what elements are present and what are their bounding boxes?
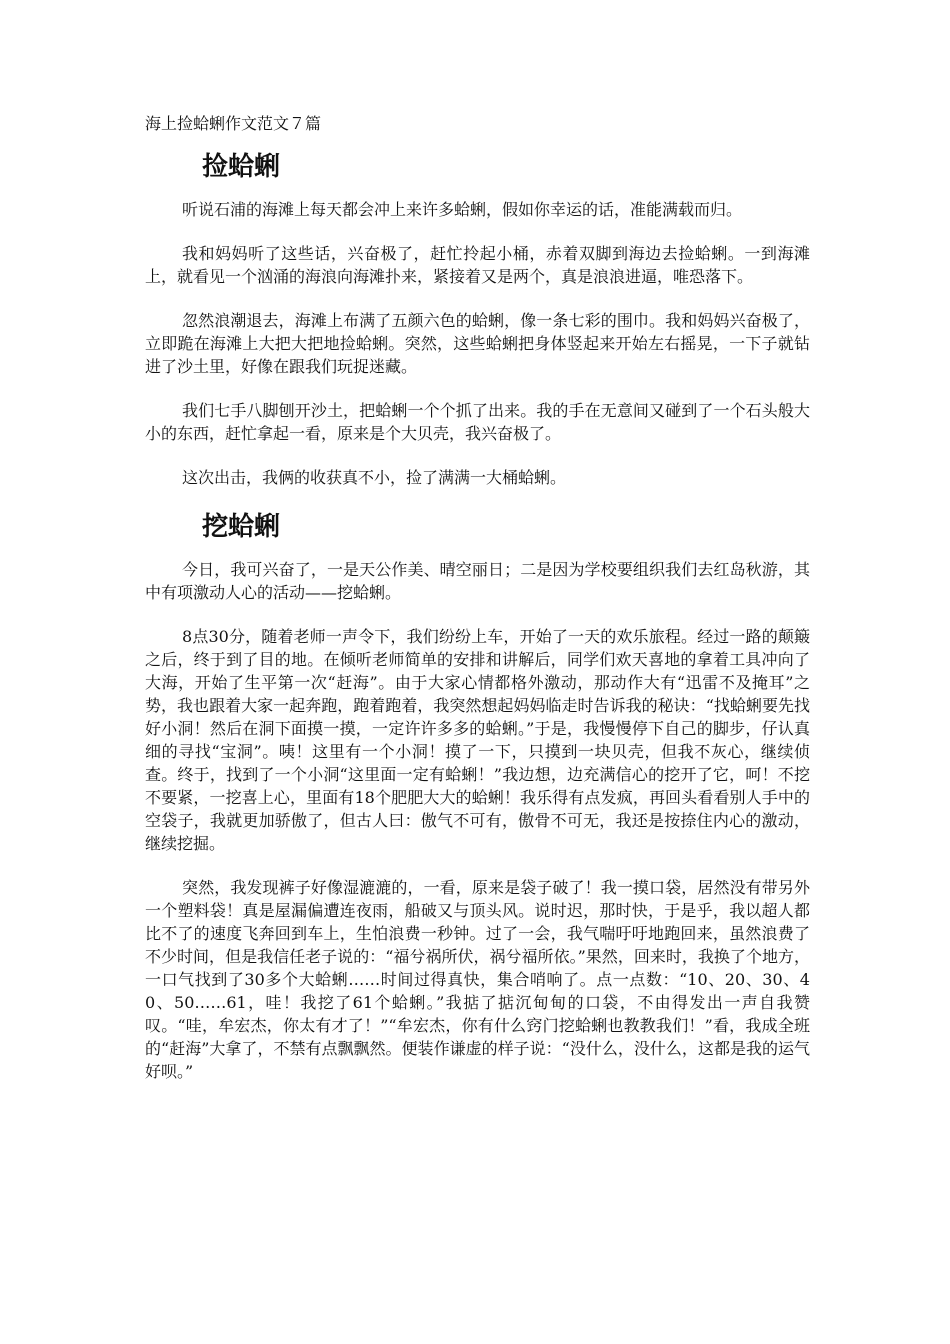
paragraph: 我们七手八脚刨开沙土，把蛤蜊一个个抓了出来。我的手在无意间又碰到了一个石头般大小的东西，赶忙拿起一看，原来是个大贝壳，我兴奋极了。 — [145, 401, 810, 443]
paragraph: 今日，我可兴奋了，一是天公作美、晴空丽日；二是因为学校要组织我们去红岛秋游，其中有项激动人心的活动——挖蛤蜊。 — [145, 560, 810, 602]
paragraph: 这次出击，我俩的收获真不小，捡了满满一大桶蛤蜊。 — [182, 468, 567, 487]
document-title: 海上捡蛤蜊作文范文７篇 — [145, 114, 322, 133]
section-1 — [145, 150, 810, 489]
section-2 — [145, 510, 810, 1083]
section-heading: 挖蛤蜊 — [202, 512, 281, 542]
paragraph: 听说石浦的海滩上每天都会冲上来许多蛤蜊，假如你幸运的话，准能满载而归。 — [182, 200, 743, 219]
paragraph: 突然，我发现裤子好像湿漉漉的，一看，原来是袋子破了！我一摸口袋，居然没有带另外一个塑料袋！真是屋漏偏遭连夜雨，船破又与顶头风。说时迟，那时快，于是乎，我以超人都比不了的速度飞奔回到车上，生怕浪费一秒钟。过了一会，我气喘吁吁地跑回来，虽然浪费了不少时间，但是我信任老子说的：“福兮祸所伏，祸兮福所依。”果然，回来时，我换了个地方，一口气找到了30多个大蛤蜊……时间过得真快，集合哨响了。点一点数：“10、20、30、40、50……61，哇！我挖了61个蛤蜊。”我掂了掂沉甸甸的口袋，不由得发出一声自我赞叹。“哇，牟宏杰，你太有才了！”“牟宏杰，你有什么窍门挖蛤蜊也教教我们！”看，我成全班的“赶海”大拿了，不禁有点飘飘然。便装作谦虚的样子说：“没什么，没什么，这都是我的运气好呗。” — [145, 878, 810, 1081]
paragraph: 忽然浪潮退去，海滩上布满了五颜六色的蛤蜊，像一条七彩的围巾。我和妈妈兴奋极了，立即跪在海滩上大把大把地捡蛤蜊。突然，这些蛤蜊把身体竖起来开始左右摇晃，一下子就钻进了沙土里，好像在跟我们玩捉迷藏。 — [145, 311, 810, 376]
paragraph: 8点30分，随着老师一声令下，我们纷纷上车，开始了一天的欢乐旅程。经过一路的颠簸之后，终于到了目的地。在倾听老师简单的安排和讲解后，同学们欢天喜地的拿着工具冲向了大海，开始了生平第一次“赶海”。由于大家心情都格外激动，那动作大有“迅雷不及掩耳”之势，我也跟着大家一起奔跑，跑着跑着，我突然想起妈妈临走时告诉我的秘诀：“找蛤蜊要先找好小洞！然后在洞下面摸一摸，一定许许多多的蛤蜊。”于是，我慢慢停下自己的脚步，仔认真细的寻找“宝洞”。咦！这里有一个小洞！摸了一下，只摸到一块贝壳，但我不灰心，继续侦查。终于，找到了一个小洞“这里面一定有蛤蜊！”我边想，边充满信心的挖开了它，呵！不挖不要紧，一挖喜上心，里面有18个肥肥大大的蛤蜊！我乐得有点发疯，再回头看看别人手中的空袋子，我就更加骄傲了，但古人曰：傲气不可有，傲骨不可无，我还是按捺住内心的激动，继续挖掘。 — [145, 627, 810, 853]
section-heading: 捡蛤蜊 — [202, 152, 281, 182]
document-content — [145, 112, 810, 1104]
paragraph: 我和妈妈听了这些话，兴奋极了，赶忙拎起小桶，赤着双脚到海边去捡蛤蜊。一到海滩上，就看见一个汹涌的海浪向海滩扑来，紧接着又是两个，真是浪浪进逼，唯恐落下。 — [145, 244, 810, 286]
